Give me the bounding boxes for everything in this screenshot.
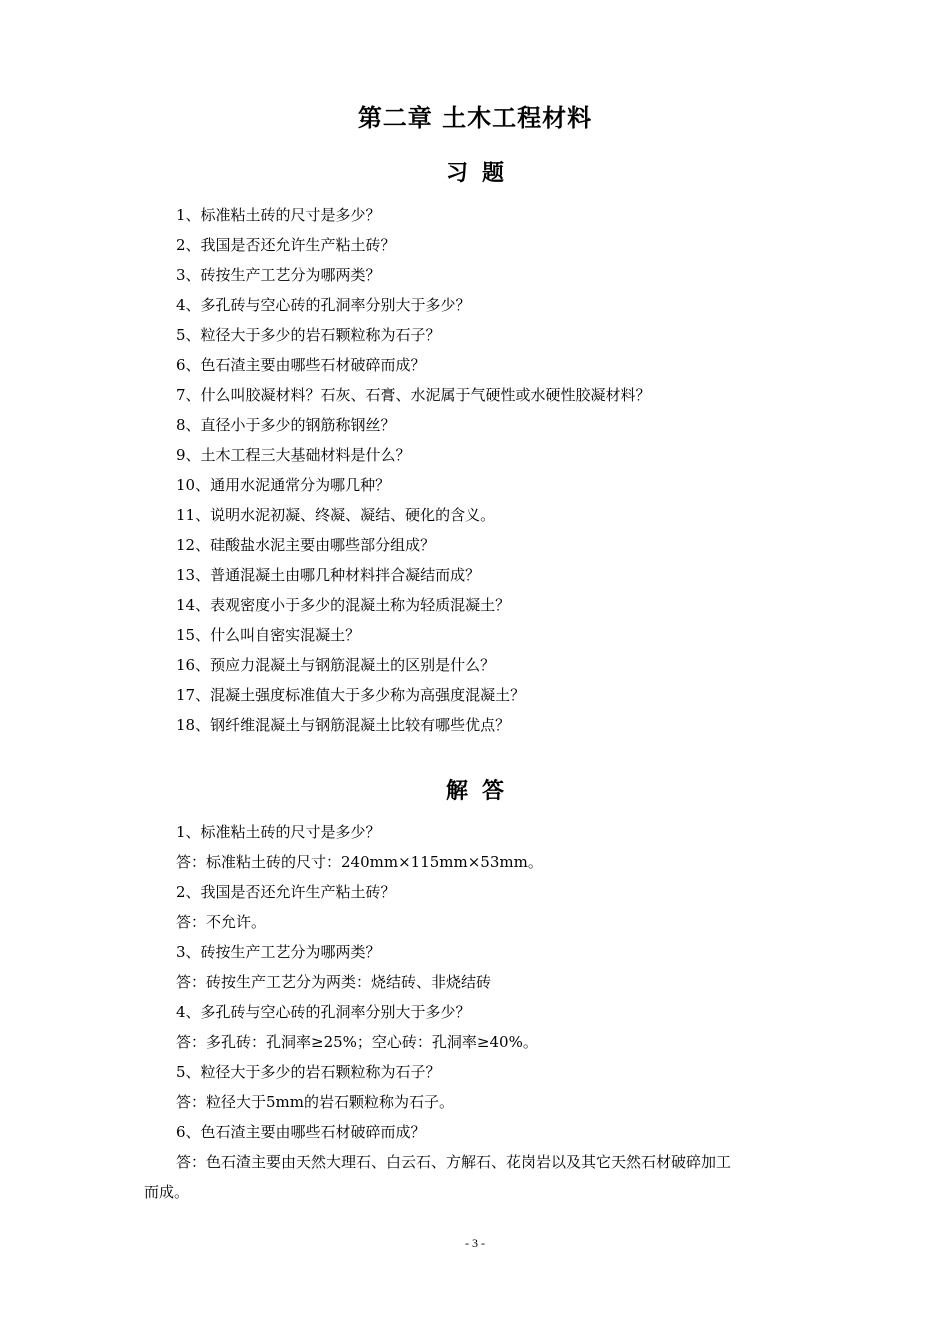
answer-text: 答：标准粘土砖的尺寸：240mm×115mm×53mm。 (176, 853, 543, 871)
answer-question: 2、我国是否还允许生产粘土砖？ (176, 883, 396, 901)
exercise-item: 5、粒径大于多少的岩石颗粒称为石子？ (176, 326, 441, 344)
answer-question: 4、多孔砖与空心砖的孔洞率分别大于多少？ (176, 1003, 471, 1021)
exercise-item: 18、钢纤维混凝土与钢筋混凝土比较有哪些优点？ (176, 716, 511, 734)
exercise-item: 12、硅酸盐水泥主要由哪些部分组成？ (176, 536, 436, 554)
answer-text: 答：多孔砖：孔洞率≥25%；空心砖：孔洞率≥40%。 (176, 1033, 538, 1051)
exercise-item: 17、混凝土强度标准值大于多少称为高强度混凝土？ (176, 686, 526, 704)
answer-text: 答：色石渣主要由天然大理石、白云石、方解石、花岗岩以及其它天然石材破碎加工 (176, 1153, 732, 1171)
exercise-list (176, 203, 836, 743)
answer-text: 答：砖按生产工艺分为两类：烧结砖、非烧结砖 (176, 973, 492, 991)
exercise-item: 11、说明水泥初凝、终凝、凝结、硬化的含义。 (176, 506, 496, 524)
exercise-item: 14、表观密度小于多少的混凝土称为轻质混凝土？ (176, 596, 511, 614)
answer-question: 6、色石渣主要由哪些石材破碎而成？ (176, 1123, 426, 1141)
exercise-item: 8、直径小于多少的钢筋称钢丝？ (176, 416, 396, 434)
answer-question: 3、砖按生产工艺分为哪两类？ (176, 943, 381, 961)
exercise-item: 9、土木工程三大基础材料是什么？ (176, 446, 411, 464)
page-number: - 3 - (465, 1236, 485, 1250)
exercise-item: 16、预应力混凝土与钢筋混凝土的区别是什么？ (176, 656, 496, 674)
answer-text: 答：粒径大于5mm的岩石颗粒称为石子。 (176, 1093, 454, 1111)
exercise-item: 1、标准粘土砖的尺寸是多少？ (176, 206, 381, 224)
exercise-item: 10、通用水泥通常分为哪几种？ (176, 476, 391, 494)
answer-list (176, 820, 836, 1180)
exercise-item: 15、什么叫自密实混凝土？ (176, 626, 361, 644)
exercise-item: 7、什么叫胶凝材料？石灰、石膏、水泥属于气硬性或水硬性胶凝材料？ (176, 386, 651, 404)
answer-question: 5、粒径大于多少的岩石颗粒称为石子？ (176, 1063, 441, 1081)
exercise-item: 2、我国是否还允许生产粘土砖？ (176, 236, 396, 254)
exercise-item: 6、色石渣主要由哪些石材破碎而成？ (176, 356, 426, 374)
exercise-item: 13、普通混凝土由哪几种材料拌合凝结而成？ (176, 566, 481, 584)
answer-text: 答：不允许。 (176, 913, 267, 931)
answers-heading: 解答 (445, 778, 518, 804)
exercises-heading: 习题 (445, 160, 518, 186)
answer-question: 1、标准粘土砖的尺寸是多少？ (176, 823, 381, 841)
exercise-item: 3、砖按生产工艺分为哪两类？ (176, 266, 381, 284)
chapter-title: 第二章 土木工程材料 (357, 103, 593, 132)
exercise-item: 4、多孔砖与空心砖的孔洞率分别大于多少？ (176, 296, 471, 314)
answer-text-continuation: 而成。 (144, 1183, 190, 1201)
